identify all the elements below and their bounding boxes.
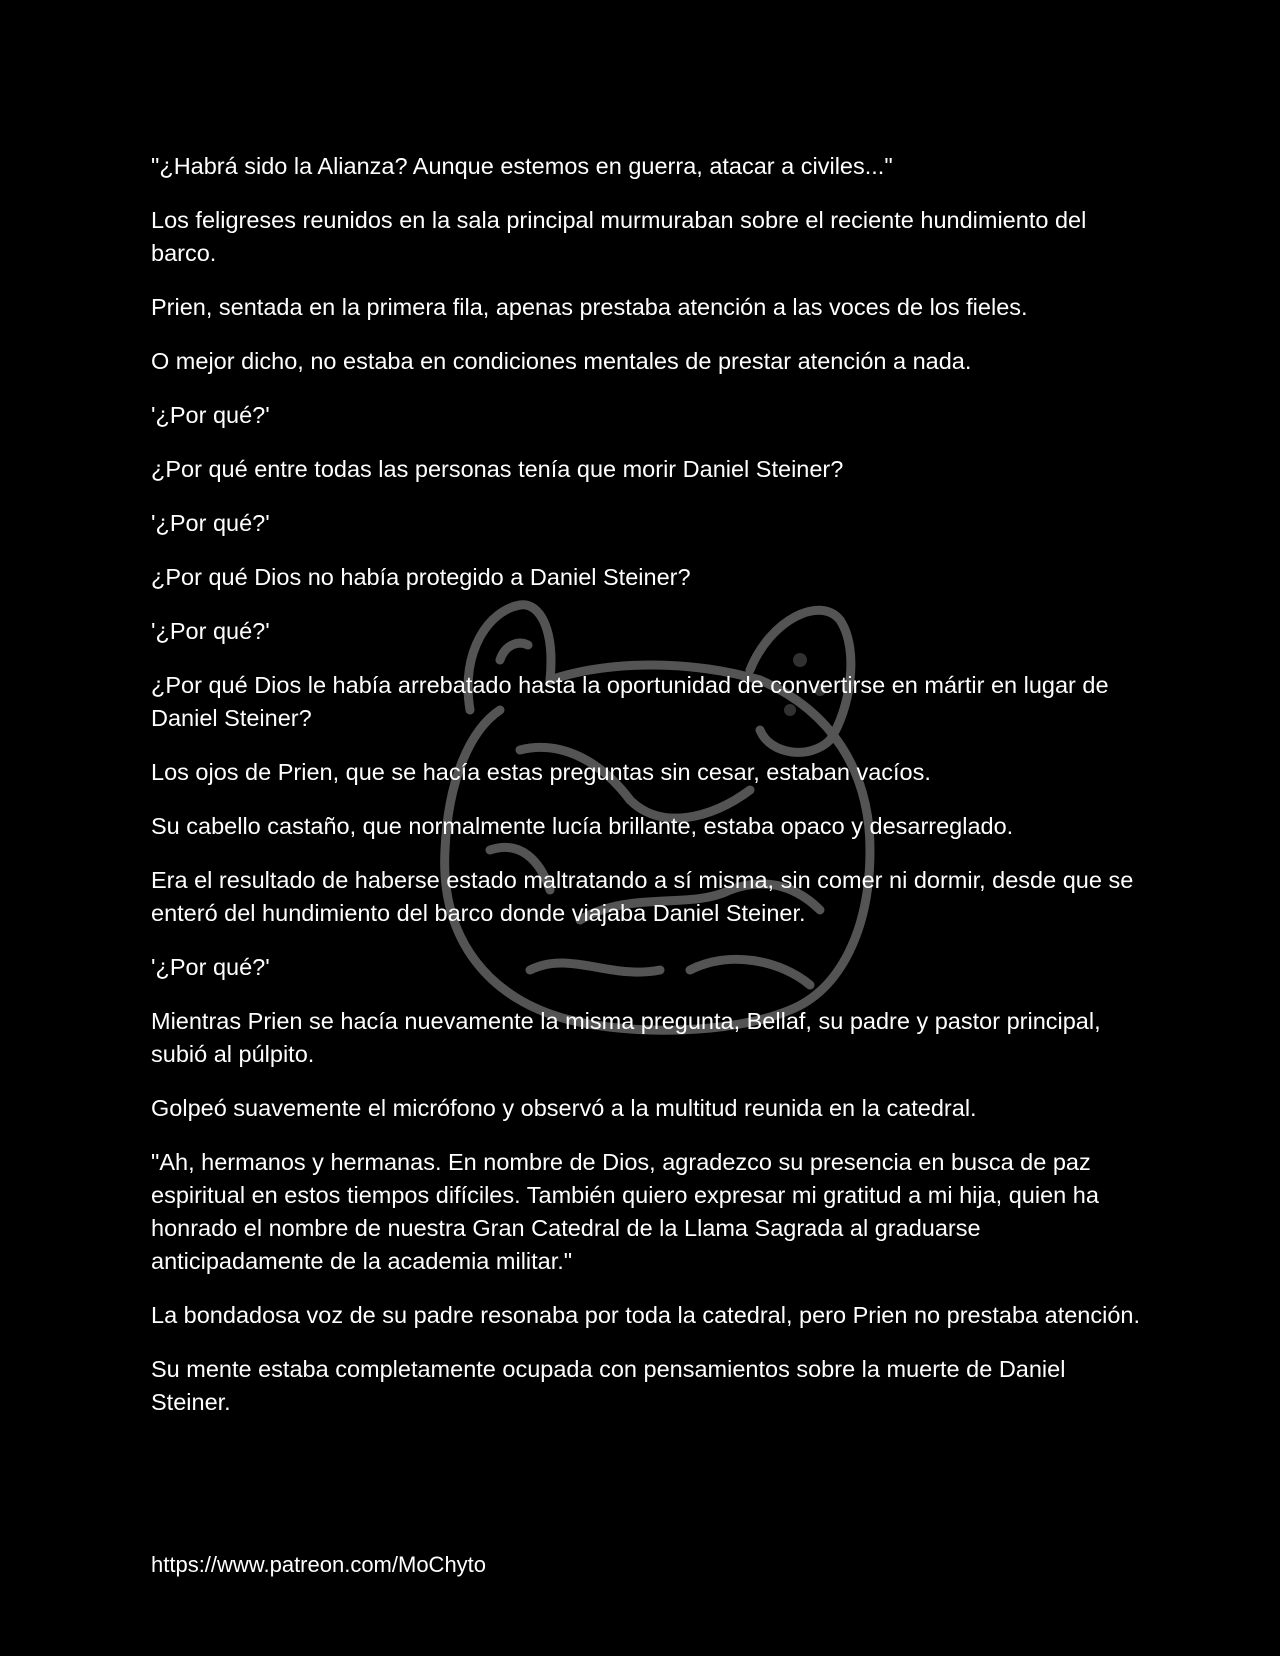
paragraph: '¿Por qué?' [151, 618, 270, 644]
paragraph: ¿Por qué Dios le había arrebatado hasta la oportunidad de convertirse en mártir en lugar de Daniel Steiner? [151, 672, 1109, 731]
paragraph: '¿Por qué?' [151, 954, 270, 980]
paragraph: O mejor dicho, no estaba en condiciones mentales de prestar atención a nada. [151, 348, 972, 374]
paragraph: Su cabello castaño, que normalmente lucía brillante, estaba opaco y desarreglado. [151, 813, 1014, 839]
paragraph: La bondadosa voz de su padre resonaba por toda la catedral, pero Prien no prestaba atención. [151, 1302, 1140, 1328]
paragraph: Golpeó suavemente el micrófono y observó a la multitud reunida en la catedral. [151, 1095, 977, 1121]
paragraph: "Ah, hermanos y hermanas. En nombre de Dios, agradezco su presencia en busca de paz espiritual en estos tiempos difíciles. También quiero expresar mi gratitud a mi hija, quien ha honrado el nombre de nuestra Gran Catedral de la Llama Sagrada al graduarse anticipadamente de la academia militar." [151, 1149, 1099, 1274]
paragraph: Su mente estaba completamente ocupada con pensamientos sobre la muerte de Daniel Steiner. [151, 1356, 1066, 1415]
paragraph: '¿Por qué?' [151, 510, 270, 536]
paragraph: ¿Por qué entre todas las personas tenía que morir Daniel Steiner? [151, 456, 844, 482]
paragraph: ¿Por qué Dios no había protegido a Daniel Steiner? [151, 564, 691, 590]
paragraph: Los feligreses reunidos en la sala principal murmuraban sobre el reciente hundimiento del barco. [151, 207, 1087, 266]
paragraph: Los ojos de Prien, que se hacía estas preguntas sin cesar, estaban vacíos. [151, 759, 931, 785]
paragraph: Mientras Prien se hacía nuevamente la misma pregunta, Bellaf, su padre y pastor principal, subió al púlpito. [151, 1008, 1101, 1067]
paragraph: Prien, sentada en la primera fila, apenas prestaba atención a las voces de los fieles. [151, 294, 1028, 320]
paragraph: "¿Habrá sido la Alianza? Aunque estemos en guerra, atacar a civiles..." [151, 153, 893, 179]
paragraph: Era el resultado de haberse estado maltratando a sí misma, sin comer ni dormir, desde que se enteró del hundimiento del barco donde viajaba Daniel Steiner. [151, 867, 1134, 926]
paragraph: '¿Por qué?' [151, 402, 270, 428]
patreon-link[interactable]: https://www.patreon.com/MoChyto [151, 1552, 487, 1577]
